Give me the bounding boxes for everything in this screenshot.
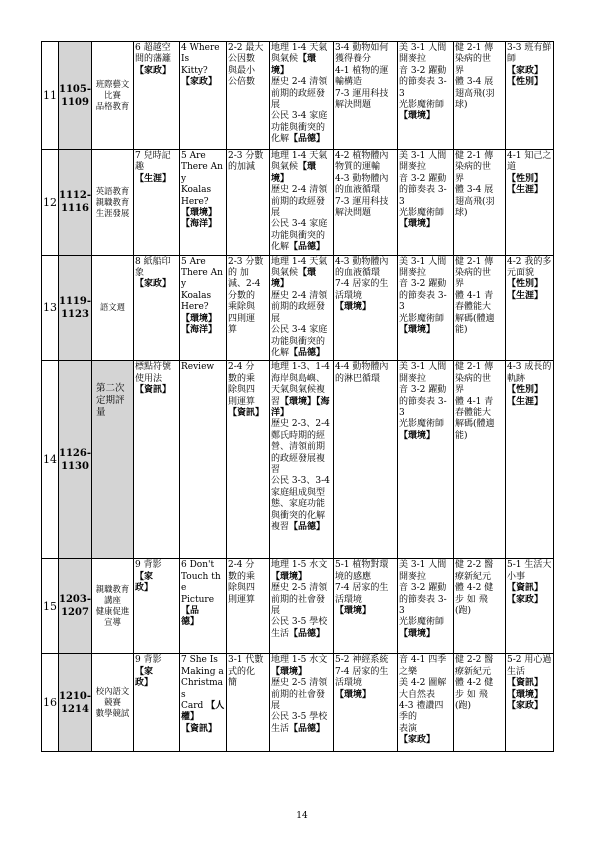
subject-cell-text: 5-1 植物對環 境的感應 7-4 居家的生 活環境 【環境】 bbox=[335, 560, 389, 616]
subject-cell-text: 地理 1-3、1-4 海岸與島嶼、 天氣與氣候複 習【環境】【海 洋】 歷史 2-3、2-4 鄭氏時期的經 營、清領前期 的政經發展複 習 公民 3-3、3-4 家庭組成與型 態、家庭功能 與衝突的化解 複習【品德】 bbox=[271, 362, 330, 532]
subject-cell-chinese bbox=[134, 559, 180, 654]
subject-cell-arts bbox=[398, 654, 454, 752]
school-event-text: 英語教育 親職教育 生涯發展 bbox=[95, 185, 130, 218]
subject-cell-english bbox=[180, 150, 227, 256]
subject-cell-text: 健 2-2 醫 療新紀元 體 4-2 健 步 如 飛 (跑) bbox=[455, 560, 494, 616]
subject-cell-text: 美 3-1 人間 開麥拉 音 3-2 躍動 的節奏表 3-3 光影魔術師 【環境】 bbox=[399, 362, 447, 441]
subject-cell-text: 4 Where Is Kitty? 【家政】 bbox=[181, 43, 220, 88]
subject-cell-text: 8 紙船印 象【家政】 bbox=[135, 256, 172, 290]
subject-cell-text: 9 背影【家 政】 bbox=[135, 560, 162, 594]
subject-cell-chinese bbox=[134, 654, 180, 752]
table-row bbox=[42, 255, 554, 361]
subject-cell-chinese bbox=[134, 361, 180, 559]
subject-cell-health-pe bbox=[454, 654, 506, 752]
subject-cell-text: 健 2-1 傳 染病的世 界 體 3-4 展 翅高飛(羽 球) bbox=[455, 151, 495, 219]
page-number: 14 bbox=[296, 811, 308, 821]
table-row bbox=[42, 559, 554, 654]
subject-cell-english bbox=[180, 654, 227, 752]
subject-cell-text: 健 2-1 傳 染病的世 界 體 4-1 青 春體能大 解碼(體適 能) bbox=[455, 362, 495, 441]
week-dates-text: 1119- 1123 bbox=[59, 295, 91, 320]
subject-cell-arts bbox=[398, 42, 454, 150]
table-row bbox=[42, 42, 554, 150]
subject-cell-text: 5-2 用心過 生活 【資訊】 【環境】 【家政】 bbox=[507, 655, 552, 711]
subject-cell-text: 地理 1-4 天氣 與氣候【環境】 歷史 2-4 清領 前期的政經發 展 公民 3-4 家庭 功能與衝突的 化解【品德】 bbox=[271, 256, 328, 358]
subject-cell-text: 5 Are There Any Koalas Here? 【環境】 【海洋】 bbox=[181, 151, 223, 230]
table-row bbox=[42, 150, 554, 256]
subject-cell-text: 地理 1-5 水文 【環境】 歷史 2-5 清領 前期的社會發 展 公民 3-5 學校 生活【品德】 bbox=[271, 560, 328, 639]
subject-cell-text: 6 Don't Touch the Picture【品 德】 bbox=[181, 560, 221, 628]
subject-cell-text: 地理 1-4 天氣 與氣候【環境】 歷史 2-4 清領 前期的政經發 展 公民 3-4 家庭 功能與衝突的 化解【品德】 bbox=[271, 151, 328, 253]
subject-cell-text: 2-2 最大 公因數 與最小 公倍數 bbox=[228, 43, 264, 88]
week-number: 16 bbox=[42, 654, 59, 752]
week-dates-text: 1105- 1109 bbox=[59, 83, 91, 108]
subject-cell-text: 地理 1-4 天氣 與氣候【環境】 歷史 2-4 清領 前期的政經發 展 公民 3-4 家庭 功能與衝突的 化解【品德】 bbox=[271, 43, 328, 145]
subject-cell-integrative bbox=[506, 255, 554, 361]
subject-cell-english bbox=[180, 255, 227, 361]
week-dates bbox=[59, 150, 92, 256]
subject-cell-text: 4-2 我的多 元面貌 【性別】 【生涯】 bbox=[507, 256, 552, 301]
school-event bbox=[92, 255, 134, 361]
week-number: 13 bbox=[42, 255, 59, 361]
subject-cell-text: 標點符號 使用法 【資訊】 bbox=[135, 362, 172, 396]
subject-cell-math bbox=[227, 150, 270, 256]
subject-cell-health-pe bbox=[454, 559, 506, 654]
week-dates-text: 1126- 1130 bbox=[59, 447, 91, 472]
subject-cell-integrative bbox=[506, 361, 554, 559]
subject-cell-science bbox=[334, 559, 398, 654]
week-dates bbox=[59, 42, 92, 150]
subject-cell-science bbox=[334, 150, 398, 256]
subject-cell-math bbox=[227, 559, 270, 654]
school-event bbox=[92, 654, 134, 752]
subject-cell-health-pe bbox=[454, 150, 506, 256]
table-row bbox=[42, 654, 554, 752]
subject-cell-text: 5-2 神經系統 7-4 居家的生 活環境 【環境】 bbox=[335, 655, 389, 700]
subject-cell-text: 9 背影【家 政】 bbox=[135, 655, 162, 689]
subject-cell-health-pe bbox=[454, 361, 506, 559]
subject-cell-text: 7 兒時記 趣【生涯】 bbox=[135, 151, 172, 184]
subject-cell-text: 3-4 動物如何 獲得養分 4-1 植物的運 輸構造 7-3 運用科技 解決問題 bbox=[335, 43, 389, 111]
week-number: 14 bbox=[42, 361, 59, 559]
subject-cell-text: Review bbox=[181, 362, 215, 373]
subject-cell-math bbox=[227, 42, 270, 150]
week-dates-text: 1203- 1207 bbox=[59, 594, 91, 619]
subject-cell-english bbox=[180, 559, 227, 654]
subject-cell-text: 4-2 植物體內 物質的運輸 4-3 動物體內 的血液循環 7-3 運用科技 解決問題 bbox=[335, 151, 389, 219]
subject-cell-text: 音 4-1 四季 之樂 美 4-2 圖解 大自然表 4-3 禮讚四 季的 表演【家政】 bbox=[399, 655, 447, 746]
subject-cell-social bbox=[270, 559, 334, 654]
school-event-text: 第二次 定期評 量 bbox=[96, 383, 125, 419]
subject-cell-text: 美 3-1 人間 開麥拉 音 3-2 躍動 的節奏表 3-3 光影魔術師 【環境】 bbox=[399, 151, 447, 230]
subject-cell-english bbox=[180, 42, 227, 150]
subject-cell-integrative bbox=[506, 654, 554, 752]
subject-cell-social bbox=[270, 255, 334, 361]
subject-cell-text: 2-4 分 數的乘 除與四 則運算 bbox=[228, 560, 256, 605]
subject-cell-health-pe bbox=[454, 255, 506, 361]
subject-cell-math bbox=[227, 361, 270, 559]
school-event-text: 校內語文 競賽 數學競試 bbox=[95, 686, 130, 719]
subject-cell-text: 3-1 代數 式的化 簡 bbox=[228, 655, 264, 689]
subject-cell-chinese bbox=[134, 255, 180, 361]
subject-cell-english bbox=[180, 361, 227, 559]
subject-cell-health-pe bbox=[454, 42, 506, 150]
subject-cell-text: 2-3 分數 的 加 減、2-4 分數的 乘除與 四則運 算 bbox=[228, 256, 264, 336]
subject-cell-math bbox=[227, 654, 270, 752]
subject-cell-text: 健 2-1 傳 染病的世 界 體 4-1 青 春體能大 解碼(體適 能) bbox=[455, 256, 495, 336]
subject-cell-chinese bbox=[134, 150, 180, 256]
week-number: 12 bbox=[42, 150, 59, 256]
week-dates-text: 1112- 1116 bbox=[59, 190, 91, 215]
week-dates-text: 1210- 1214 bbox=[59, 690, 91, 715]
table-row bbox=[42, 361, 554, 559]
week-number: 15 bbox=[42, 559, 59, 654]
week-dates bbox=[59, 559, 92, 654]
subject-cell-text: 4-1 知己之 道 【性別】 【生涯】 bbox=[507, 151, 552, 196]
week-dates bbox=[59, 654, 92, 752]
subject-cell-text: 2-3 分數 的加減 bbox=[228, 151, 264, 173]
subject-cell-science bbox=[334, 654, 398, 752]
subject-cell-social bbox=[270, 654, 334, 752]
subject-cell-arts bbox=[398, 361, 454, 559]
subject-cell-text: 3-3 班有鮮 師 【家政】 【性別】 bbox=[507, 43, 552, 88]
subject-cell-arts bbox=[398, 559, 454, 654]
subject-cell-science bbox=[334, 255, 398, 361]
subject-cell-science bbox=[334, 42, 398, 150]
week-number: 11 bbox=[42, 42, 59, 150]
school-event bbox=[92, 150, 134, 256]
subject-cell-text: 美 3-1 人間 開麥拉 音 3-2 躍動 的節奏表 3-3 光影魔術師 【環境】 bbox=[399, 43, 447, 122]
subject-cell-social bbox=[270, 42, 334, 150]
subject-cell-text: 4-3 成長的 軌跡 【性別】 【生涯】 bbox=[507, 362, 552, 407]
subject-cell-text: 7 She Is Making a Christmas Card 【人 權】 【資訊】 bbox=[181, 655, 225, 734]
subject-cell-arts bbox=[398, 255, 454, 361]
subject-cell-text: 美 3-1 人間 開麥拉 音 3-2 躍動 的節奏表 3-3 光影魔術師 【環境】 bbox=[399, 256, 447, 336]
subject-cell-integrative bbox=[506, 559, 554, 654]
subject-cell-chinese bbox=[134, 42, 180, 150]
subject-cell-integrative bbox=[506, 42, 554, 150]
subject-cell-text: 5 Are There Any Koalas Here? 【環境】 【海洋】 bbox=[181, 256, 223, 336]
subject-cell-arts bbox=[398, 150, 454, 256]
week-dates bbox=[59, 255, 92, 361]
curriculum-table-sheet bbox=[41, 41, 553, 752]
curriculum-table bbox=[41, 41, 554, 752]
school-event bbox=[92, 361, 134, 559]
week-dates bbox=[59, 361, 92, 559]
school-event-text: 班際藝文 比賽 品格教育 bbox=[95, 79, 130, 111]
subject-cell-text: 美 3-1 人間 開麥拉 音 3-2 躍動 的節奏表 3-3 光影魔術師 【環境】 bbox=[399, 560, 447, 639]
subject-cell-text: 2-4 分 數的乘 除與四 則運算 【資訊】 bbox=[228, 362, 265, 418]
subject-cell-math bbox=[227, 255, 270, 361]
subject-cell-text: 健 2-2 醫 療新紀元 體 4-2 健 步 如 飛 (跑) bbox=[455, 655, 494, 711]
subject-cell-text: 6 超越空 間的藩籬 【家政】 bbox=[135, 43, 172, 76]
school-event-text: 親職教育 講座 健康促進 宣導 bbox=[95, 584, 130, 628]
subject-cell-text: 5-1 生活大 小事 【資訊】 【家政】 bbox=[507, 560, 552, 605]
subject-cell-social bbox=[270, 361, 334, 559]
subject-cell-text: 健 2-1 傳 染病的世 界 體 3-4 展 翅高飛(羽 球) bbox=[455, 43, 495, 111]
school-event bbox=[92, 559, 134, 654]
subject-cell-integrative bbox=[506, 150, 554, 256]
school-event bbox=[92, 42, 134, 150]
subject-cell-social bbox=[270, 150, 334, 256]
subject-cell-text: 4-4 動物體內 的淋巴循環 bbox=[335, 362, 389, 384]
subject-cell-science bbox=[334, 361, 398, 559]
school-event-text: 語文週 bbox=[99, 302, 126, 313]
subject-cell-text: 4-3 動物體內 的血液循環 7-4 居家的生 活環境 【環境】 bbox=[335, 256, 389, 313]
subject-cell-text: 地理 1-5 水文 【環境】 歷史 2-5 清領 前期的社會發 展 公民 3-5 學校 生活【品德】 bbox=[271, 655, 328, 734]
